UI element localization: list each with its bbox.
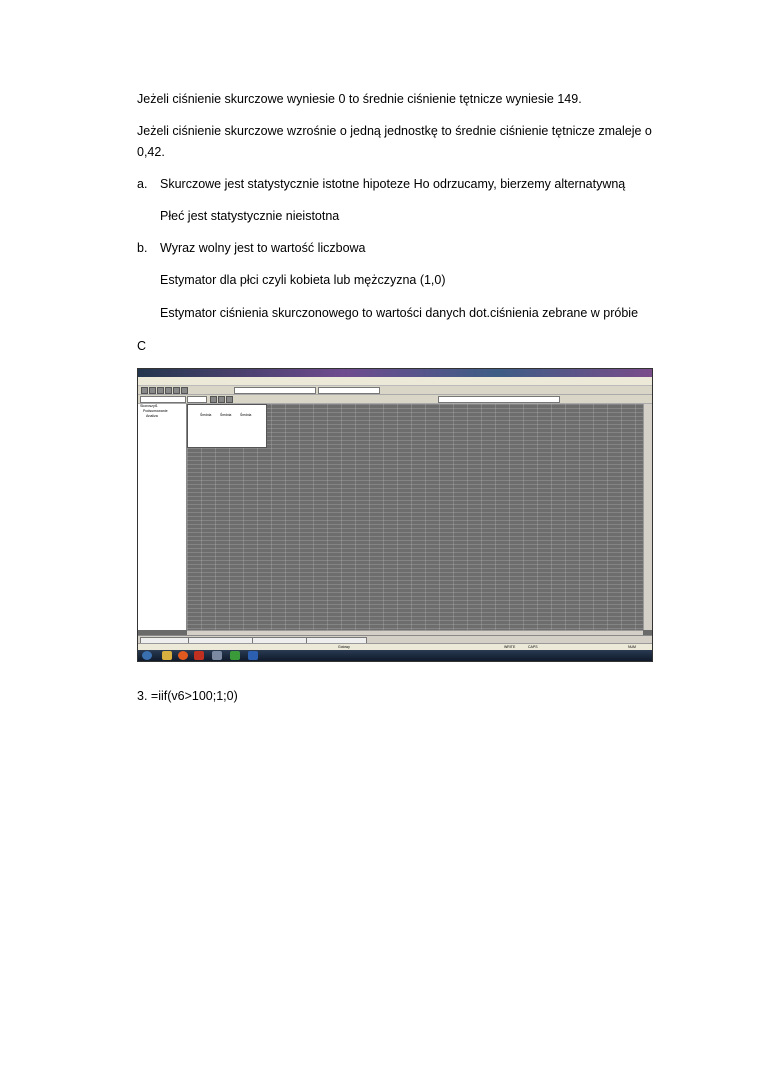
start-icon <box>142 651 152 660</box>
toolbar-field <box>234 387 316 394</box>
toolbar-icon <box>226 396 233 403</box>
status-text: Gotowy <box>338 645 350 649</box>
formula-line: 3. =iif(v6>100;1;0) <box>137 689 238 703</box>
item-a-text: Skurczowe jest statystycznie istotne hipoteze Ho odrzucamy, bierzemy alternatywną <box>160 177 626 191</box>
font-field <box>140 396 186 403</box>
item-b-sub-2: Estymator ciśnienia skurczonowego to wartości danych dot.ciśnienia zebrane w próbie <box>160 306 639 320</box>
toolbar-icon <box>149 387 156 394</box>
toolbar-icon <box>181 387 188 394</box>
spreadsheet-icon <box>230 651 240 660</box>
paragraph-2-line-1: Jeżeli ciśnienie skurczowe wzrośnie o jedną jednostkę to średnie ciśnienie tętnicze zmaleje o <box>137 124 652 138</box>
workbook-tree <box>138 404 187 630</box>
item-c-marker: C <box>137 339 147 353</box>
size-field <box>187 396 207 403</box>
document-icon <box>248 651 258 660</box>
paragraph-2-line-2: 0,42. <box>137 145 165 159</box>
item-a-sub: Płeć jest statystycznie nieistotna <box>160 209 340 223</box>
toolbar-icon <box>173 387 180 394</box>
media-icon <box>194 651 204 660</box>
item-b-sub-1: Estymator dla płci czyli kobieta lub mężczyzna (1,0) <box>160 273 446 287</box>
toolbar-field <box>438 396 560 403</box>
table-cell: Średnia <box>220 413 232 417</box>
toolbar-field <box>318 387 380 394</box>
results-table <box>187 404 267 448</box>
item-b-marker: b. <box>137 241 148 255</box>
toolbar-icon <box>165 387 172 394</box>
toolbar-icon <box>218 396 225 403</box>
spreadsheet-grid <box>187 404 643 630</box>
toolbar-icon <box>157 387 164 394</box>
toolbar-icon <box>210 396 217 403</box>
menu-bar <box>138 377 652 386</box>
toolbar-1 <box>138 386 652 395</box>
window-titlebar <box>138 369 652 377</box>
app-icon <box>212 651 222 660</box>
table-cell: Średnia <box>240 413 252 417</box>
toolbar-icon <box>141 387 148 394</box>
status-text: CAPS <box>528 645 538 649</box>
folder-icon <box>162 651 172 660</box>
status-text: WRITE <box>504 645 516 649</box>
paragraph-1: Jeżeli ciśnienie skurczowe wyniesie 0 to średnie ciśnienie tętnicze wyniesie 149. <box>137 92 582 106</box>
tree-item: Podsumowanie <box>143 409 168 413</box>
item-a-marker: a. <box>137 177 148 191</box>
tree-item: Analiza <box>146 414 158 418</box>
embedded-screenshot <box>137 368 653 662</box>
vertical-scrollbar <box>643 404 653 630</box>
item-b-text: Wyraz wolny jest to wartość liczbowa <box>160 241 366 255</box>
taskbar <box>138 650 652 661</box>
browser-icon <box>178 651 188 660</box>
toolbar-2 <box>138 395 652 404</box>
tree-item: Skoroszyt1 <box>140 404 158 408</box>
table-cell: Średnia <box>200 413 212 417</box>
status-text: NUM <box>628 645 636 649</box>
